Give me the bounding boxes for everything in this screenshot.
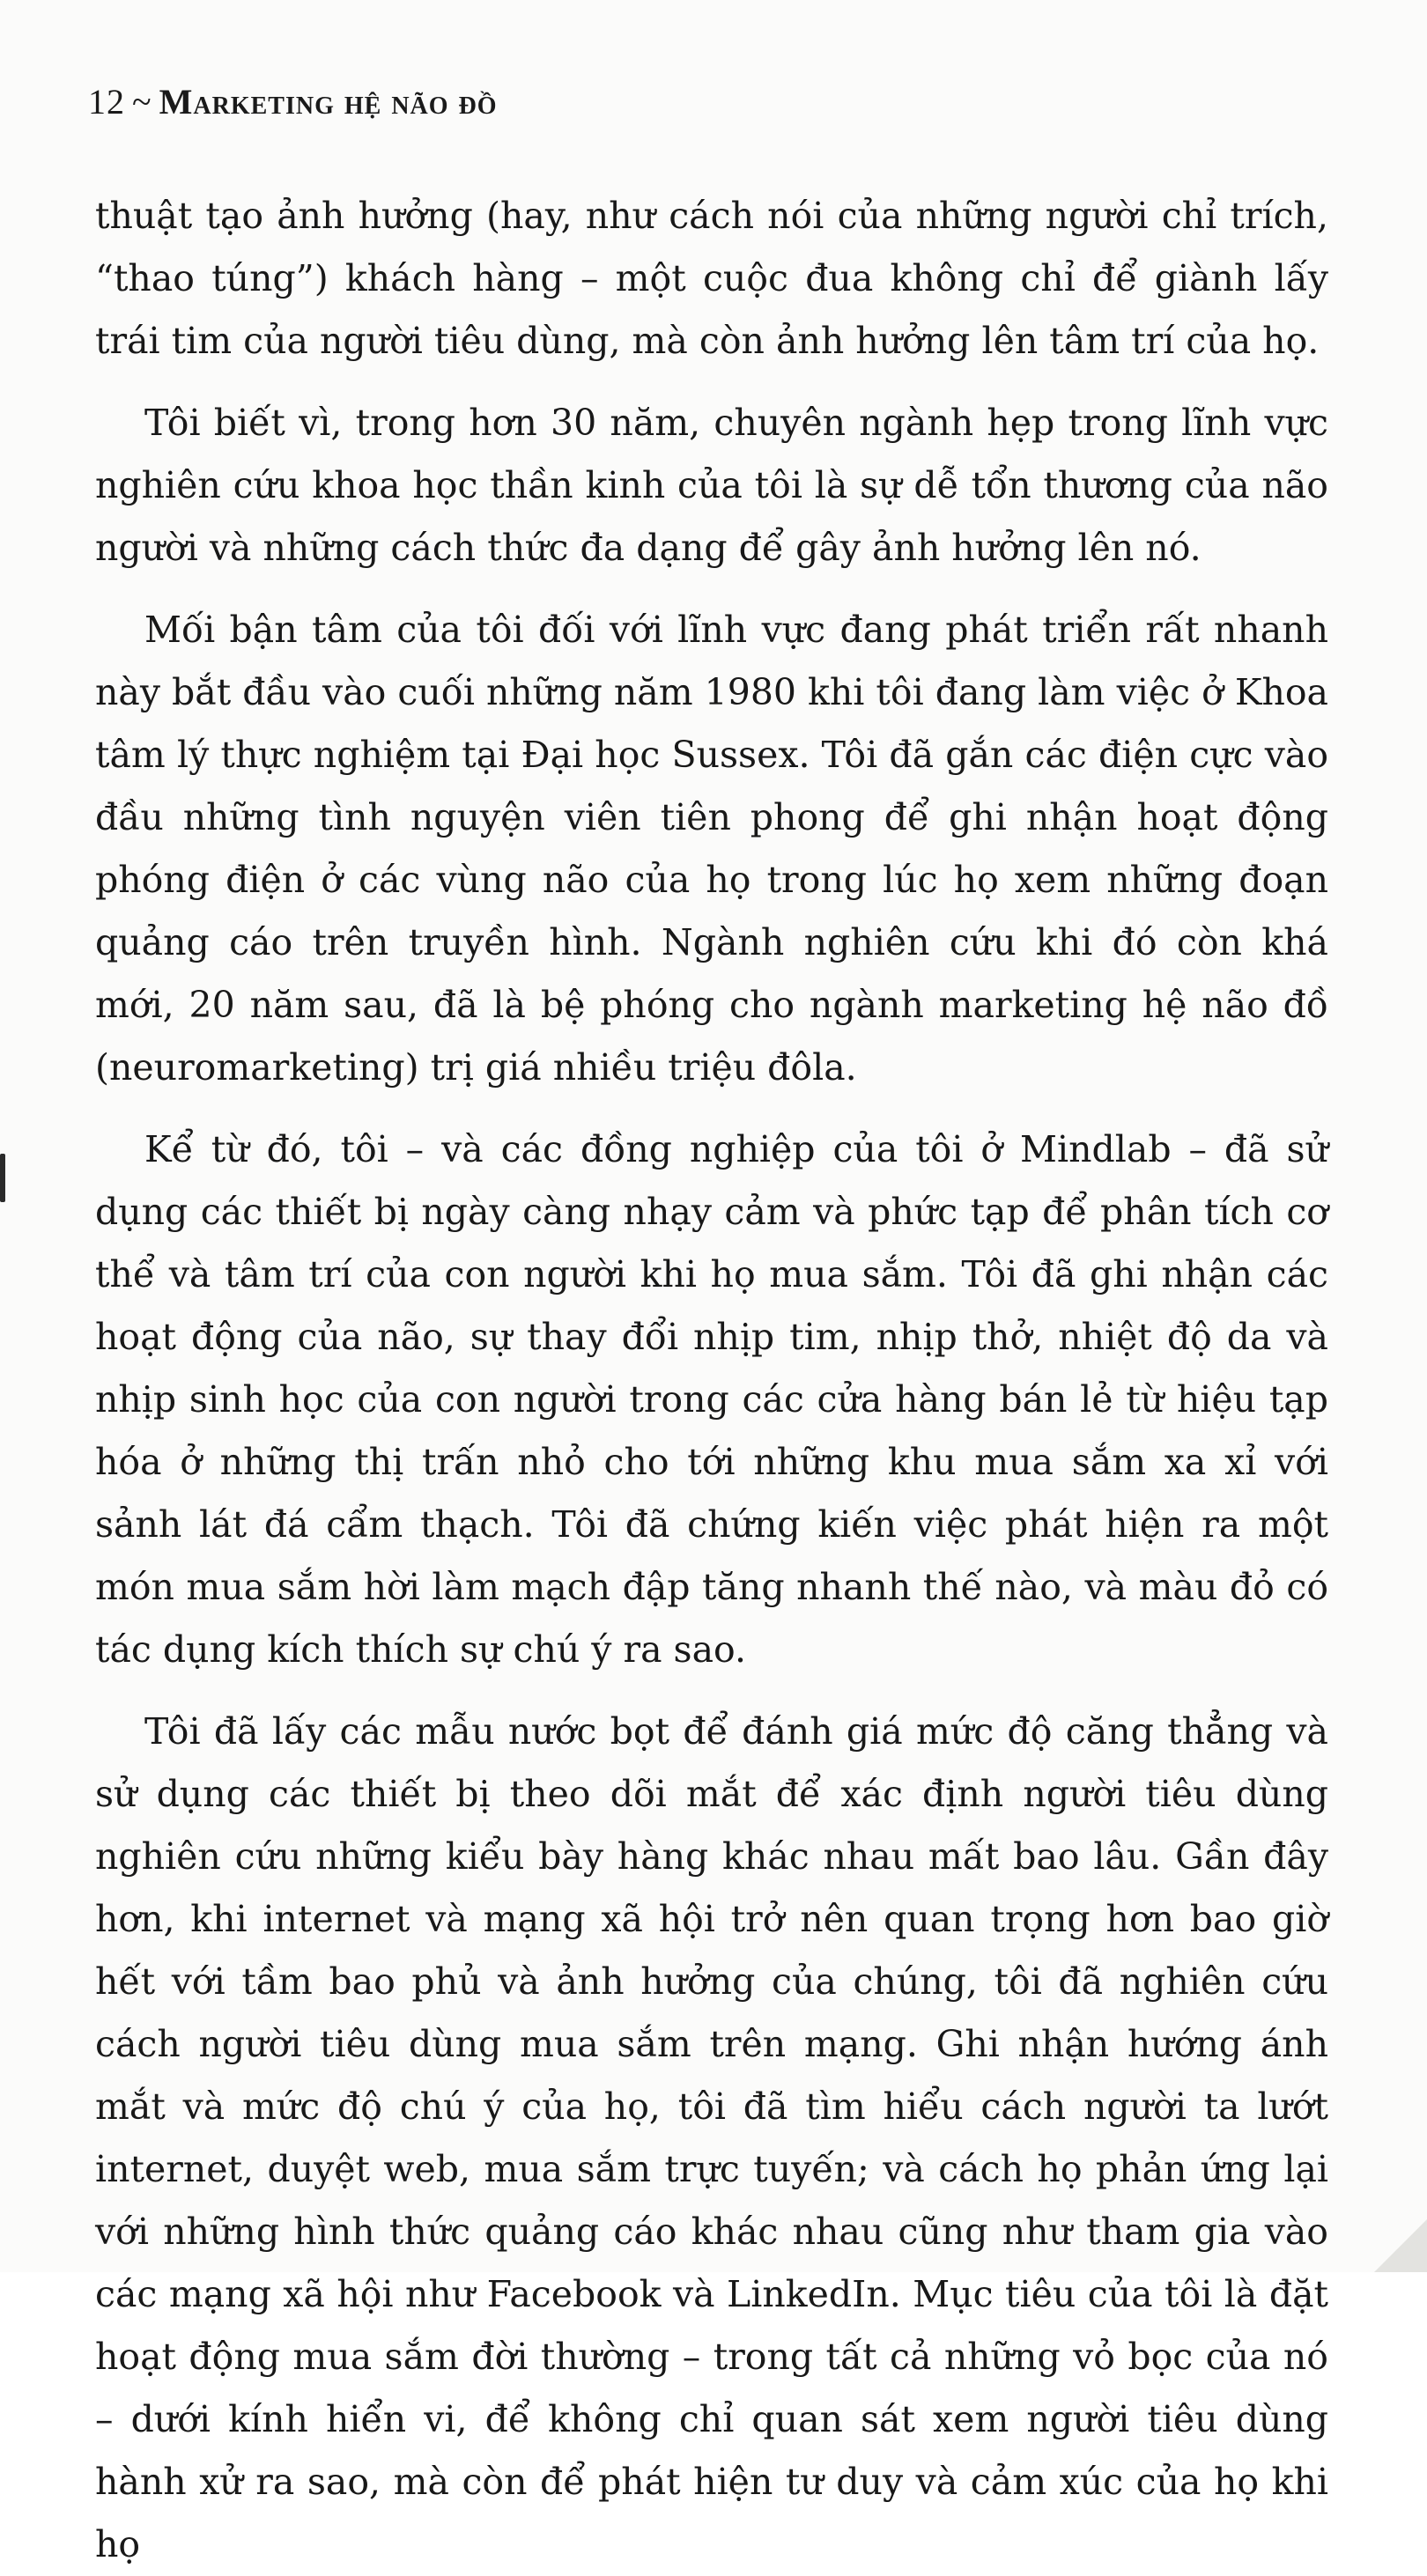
body-text	[95, 185, 1328, 2565]
paragraph-4: Kể từ đó, tôi – và các đồng nghiệp của tôi ở Mindlab – đã sử dụng các thiết bị ngày càng nhạy cảm và phức tạp để phân tích cơ thể và tâm trí của con người khi họ mua sắm. Tôi đã ghi nhận các hoạt động của não, sự thay đổi nhịp tim, nhịp thở, nhiệt độ da và nhịp sinh học của con người trong các cửa hàng bán lẻ từ hiệu tạp hóa ở những thị trấn nhỏ cho tới những khu mua sắm xa xỉ với sảnh lát đá cẩm thạch. Tôi đã chứng kiến việc phát hiện ra một món mua sắm hời làm mạch đập tăng nhanh thế nào, và màu đỏ có tác dụng kích thích sự chú ý ra sao.	[95, 1128, 1328, 1671]
page-number: 12	[88, 82, 125, 122]
running-header	[88, 81, 498, 122]
paragraph-1: thuật tạo ảnh hưởng (hay, như cách nói của những người chỉ trích, “thao túng”) khách hàng – một cuộc đua không chỉ để giành lấy trái tim của người tiêu dùng, mà còn ảnh hưởng lên tâm trí của họ.	[95, 195, 1328, 362]
book-title: Marketing hệ não đồ	[159, 82, 498, 122]
paragraph-2: Tôi biết vì, trong hơn 30 năm, chuyên ngành hẹp trong lĩnh vực nghiên cứu khoa học thần kinh của tôi là sự dễ tổn thương của não người và những cách thức đa dạng để gây ảnh hưởng lên nó.	[95, 402, 1328, 569]
paragraph-5: Tôi đã lấy các mẫu nước bọt để đánh giá mức độ căng thẳng và sử dụng các thiết bị theo dõi mắt để xác định người tiêu dùng nghiên cứu những kiểu bày hàng khác nhau mất bao lâu. Gần đây hơn, khi internet và mạng xã hội trở nên quan trọng hơn bao giờ hết với tầm bao phủ và ảnh hưởng của chúng, tôi đã nghiên cứu cách người tiêu dùng mua sắm trên mạng. Ghi nhận hướng ánh mắt và mức độ chú ý của họ, tôi đã tìm hiểu cách người ta lướt internet, duyệt web, mua sắm trực tuyến; và cách họ phản ứng lại với những hình thức quảng cáo khác nhau cũng như tham gia vào các mạng xã hội như Facebook và LinkedIn. Mục tiêu của tôi là đặt hoạt động mua sắm đời thường – trong tất cả những vỏ bọc của nó – dưới kính hiển vi, để không chỉ quan sát xem người tiêu dùng hành xử ra sao, mà còn để phát hiện tư duy và cảm xúc của họ khi họ	[95, 1710, 1328, 2565]
page-corner-shadow	[1374, 2219, 1427, 2272]
header-separator: ~	[132, 82, 152, 122]
binding-edge-mark	[0, 1154, 5, 1202]
paragraph-3: Mối bận tâm của tôi đối với lĩnh vực đang phát triển rất nhanh này bắt đầu vào cuối những năm 1980 khi tôi đang làm việc ở Khoa tâm lý thực nghiệm tại Đại học Sussex. Tôi đã gắn các điện cực vào đầu những tình nguyện viên tiên phong để ghi nhận hoạt động phóng điện ở các vùng não của họ trong lúc họ xem những đoạn quảng cáo trên truyền hình. Ngành nghiên cứu khi đó còn khá mới, 20 năm sau, đã là bệ phóng cho ngành marketing hệ não đồ (neuromarketing) trị giá nhiều triệu đôla.	[95, 609, 1328, 1089]
